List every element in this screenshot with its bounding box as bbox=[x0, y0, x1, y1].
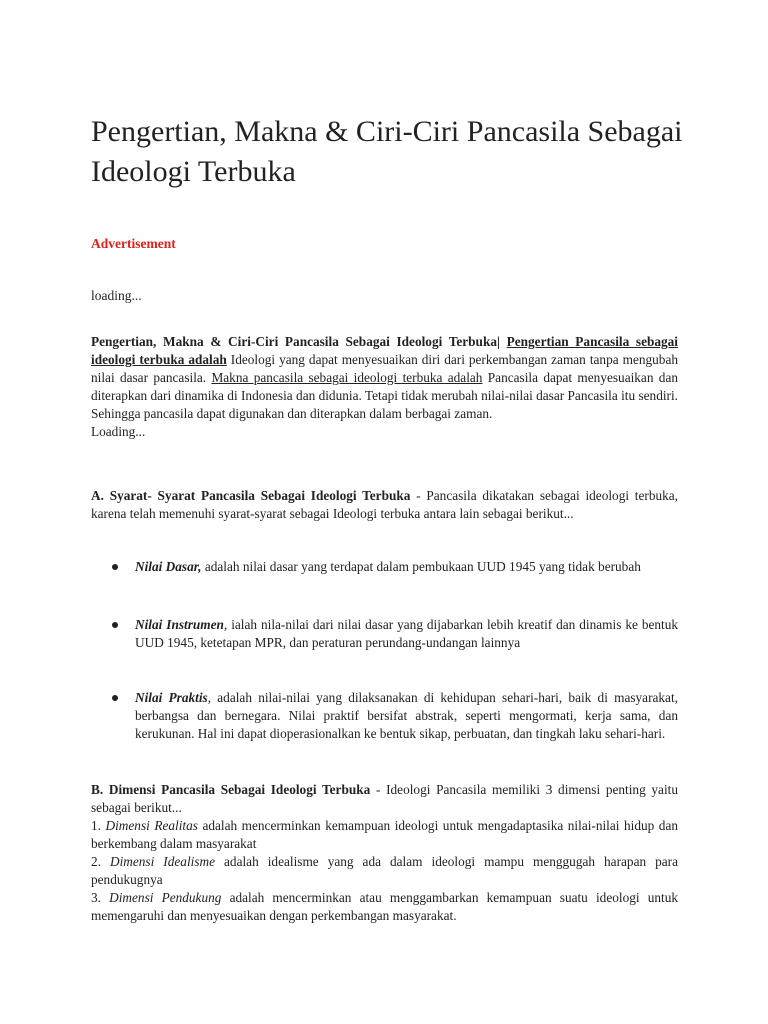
dimension-item: 1. Dimensi Realitas adalah mencerminkan kemampuan ideologi untuk mengadaptasika nilai-nilai hidup dan berkembang dalam masyarakat bbox=[91, 818, 678, 851]
dimension-term: Dimensi Realitas bbox=[105, 818, 198, 833]
section-b-paragraph bbox=[91, 781, 678, 925]
list-item-desc: adalah nilai dasar yang terdapat dalam pembukaan UUD 1945 yang tidak berubah bbox=[201, 559, 641, 574]
list-item-desc: , ialah nila-nilai dari nilai dasar yang dijabarkan lebih kreatif dan dinamis ke bentuk UUD 1945, ketetapan MPR, dan peraturan perundang-undangan lainnya bbox=[135, 617, 679, 650]
list-item bbox=[112, 616, 678, 652]
section-a-heading: A. Syarat- Syarat Pancasila Sebagai Ideologi Terbuka bbox=[91, 488, 411, 503]
intro-link-meaning[interactable]: Makna pancasila sebagai ideologi terbuka adalah bbox=[211, 370, 483, 385]
bullet-icon bbox=[112, 564, 118, 570]
section-b-text: - Ideologi Pancasila memiliki 3 dimensi penting yaitu sebagai berikut... bbox=[91, 782, 678, 815]
dimension-term: Dimensi Pendukung bbox=[109, 890, 222, 905]
loading-text: loading... bbox=[91, 288, 142, 303]
list-item-term: Nilai Praktis bbox=[135, 690, 208, 705]
bullet-icon bbox=[112, 622, 118, 628]
intro-bold-lead: Pengertian, Makna & Ciri-Ciri Pancasila Sebagai Ideologi Terbuka| bbox=[91, 334, 500, 349]
intro-loading: Loading... bbox=[91, 424, 146, 439]
list-item-desc: , adalah nilai-nilai yang dilaksanakan di kehidupan sehari-hari, baik di masyarakat, berbangsa dan bernegara. Nilai praktif bersifat abstrak, seperti mengormati, kerja sama, dan kerukunan. Hal ini dapat dioperasionalkan ke bentuk sikap, perbuatan, dan tingkah laku sehari-hari. bbox=[135, 690, 678, 741]
intro-link-definition[interactable]: Pengertian Pancasila sebagai ideologi terbuka adalah bbox=[91, 334, 678, 367]
intro-paragraph bbox=[91, 333, 678, 441]
dimension-term: Dimensi Idealisme bbox=[109, 854, 216, 869]
intro-text-1: Ideologi yang dapat menyesuaikan diri dari perkembangan zaman tanpa mengubah nilai dasar pancasila. bbox=[91, 352, 678, 385]
list-item-term: Nilai Dasar, bbox=[135, 559, 202, 574]
dimension-item: 3. Dimensi Pendukung adalah mencerminkan atau menggambarkan kemampuan suatu ideologi untuk memengaruhi dan menyesuaikan dengan perkembangan masyarakat. bbox=[91, 890, 678, 923]
list-item bbox=[112, 689, 678, 743]
advertisement-label: Advertisement bbox=[91, 236, 176, 251]
list-item-term: Nilai Instrumen bbox=[135, 617, 224, 632]
page-title: Pengertian, Makna & Ciri-Ciri Pancasila Sebagai Ideologi Terbuka bbox=[91, 115, 683, 188]
list-item bbox=[112, 558, 678, 576]
dimension-item: 2. Dimensi Idealisme adalah idealisme yang ada dalam ideologi mampu menggugah harapan para pendukugnya bbox=[91, 854, 679, 887]
intro-text-2: Pancasila dapat menyesuaikan dan diterapkan dari dinamika di Indonesia dan didunia. Tetapi tidak merubah nilai-nilai dasar Pancasila itu sendiri. Sehingga pancasila dapat digunakan dan diterapkan dalam berbagai zaman. bbox=[91, 370, 679, 421]
section-a-paragraph bbox=[91, 487, 678, 523]
section-a-text: - Pancasila dikatakan sebagai ideologi terbuka, karena telah memenuhi syarat-syarat sebagai Ideologi terbuka antara lain sebagai berikut... bbox=[91, 488, 678, 521]
bullet-icon bbox=[112, 695, 118, 701]
section-b-heading: B. Dimensi Pancasila Sebagai Ideologi Terbuka bbox=[91, 782, 371, 797]
